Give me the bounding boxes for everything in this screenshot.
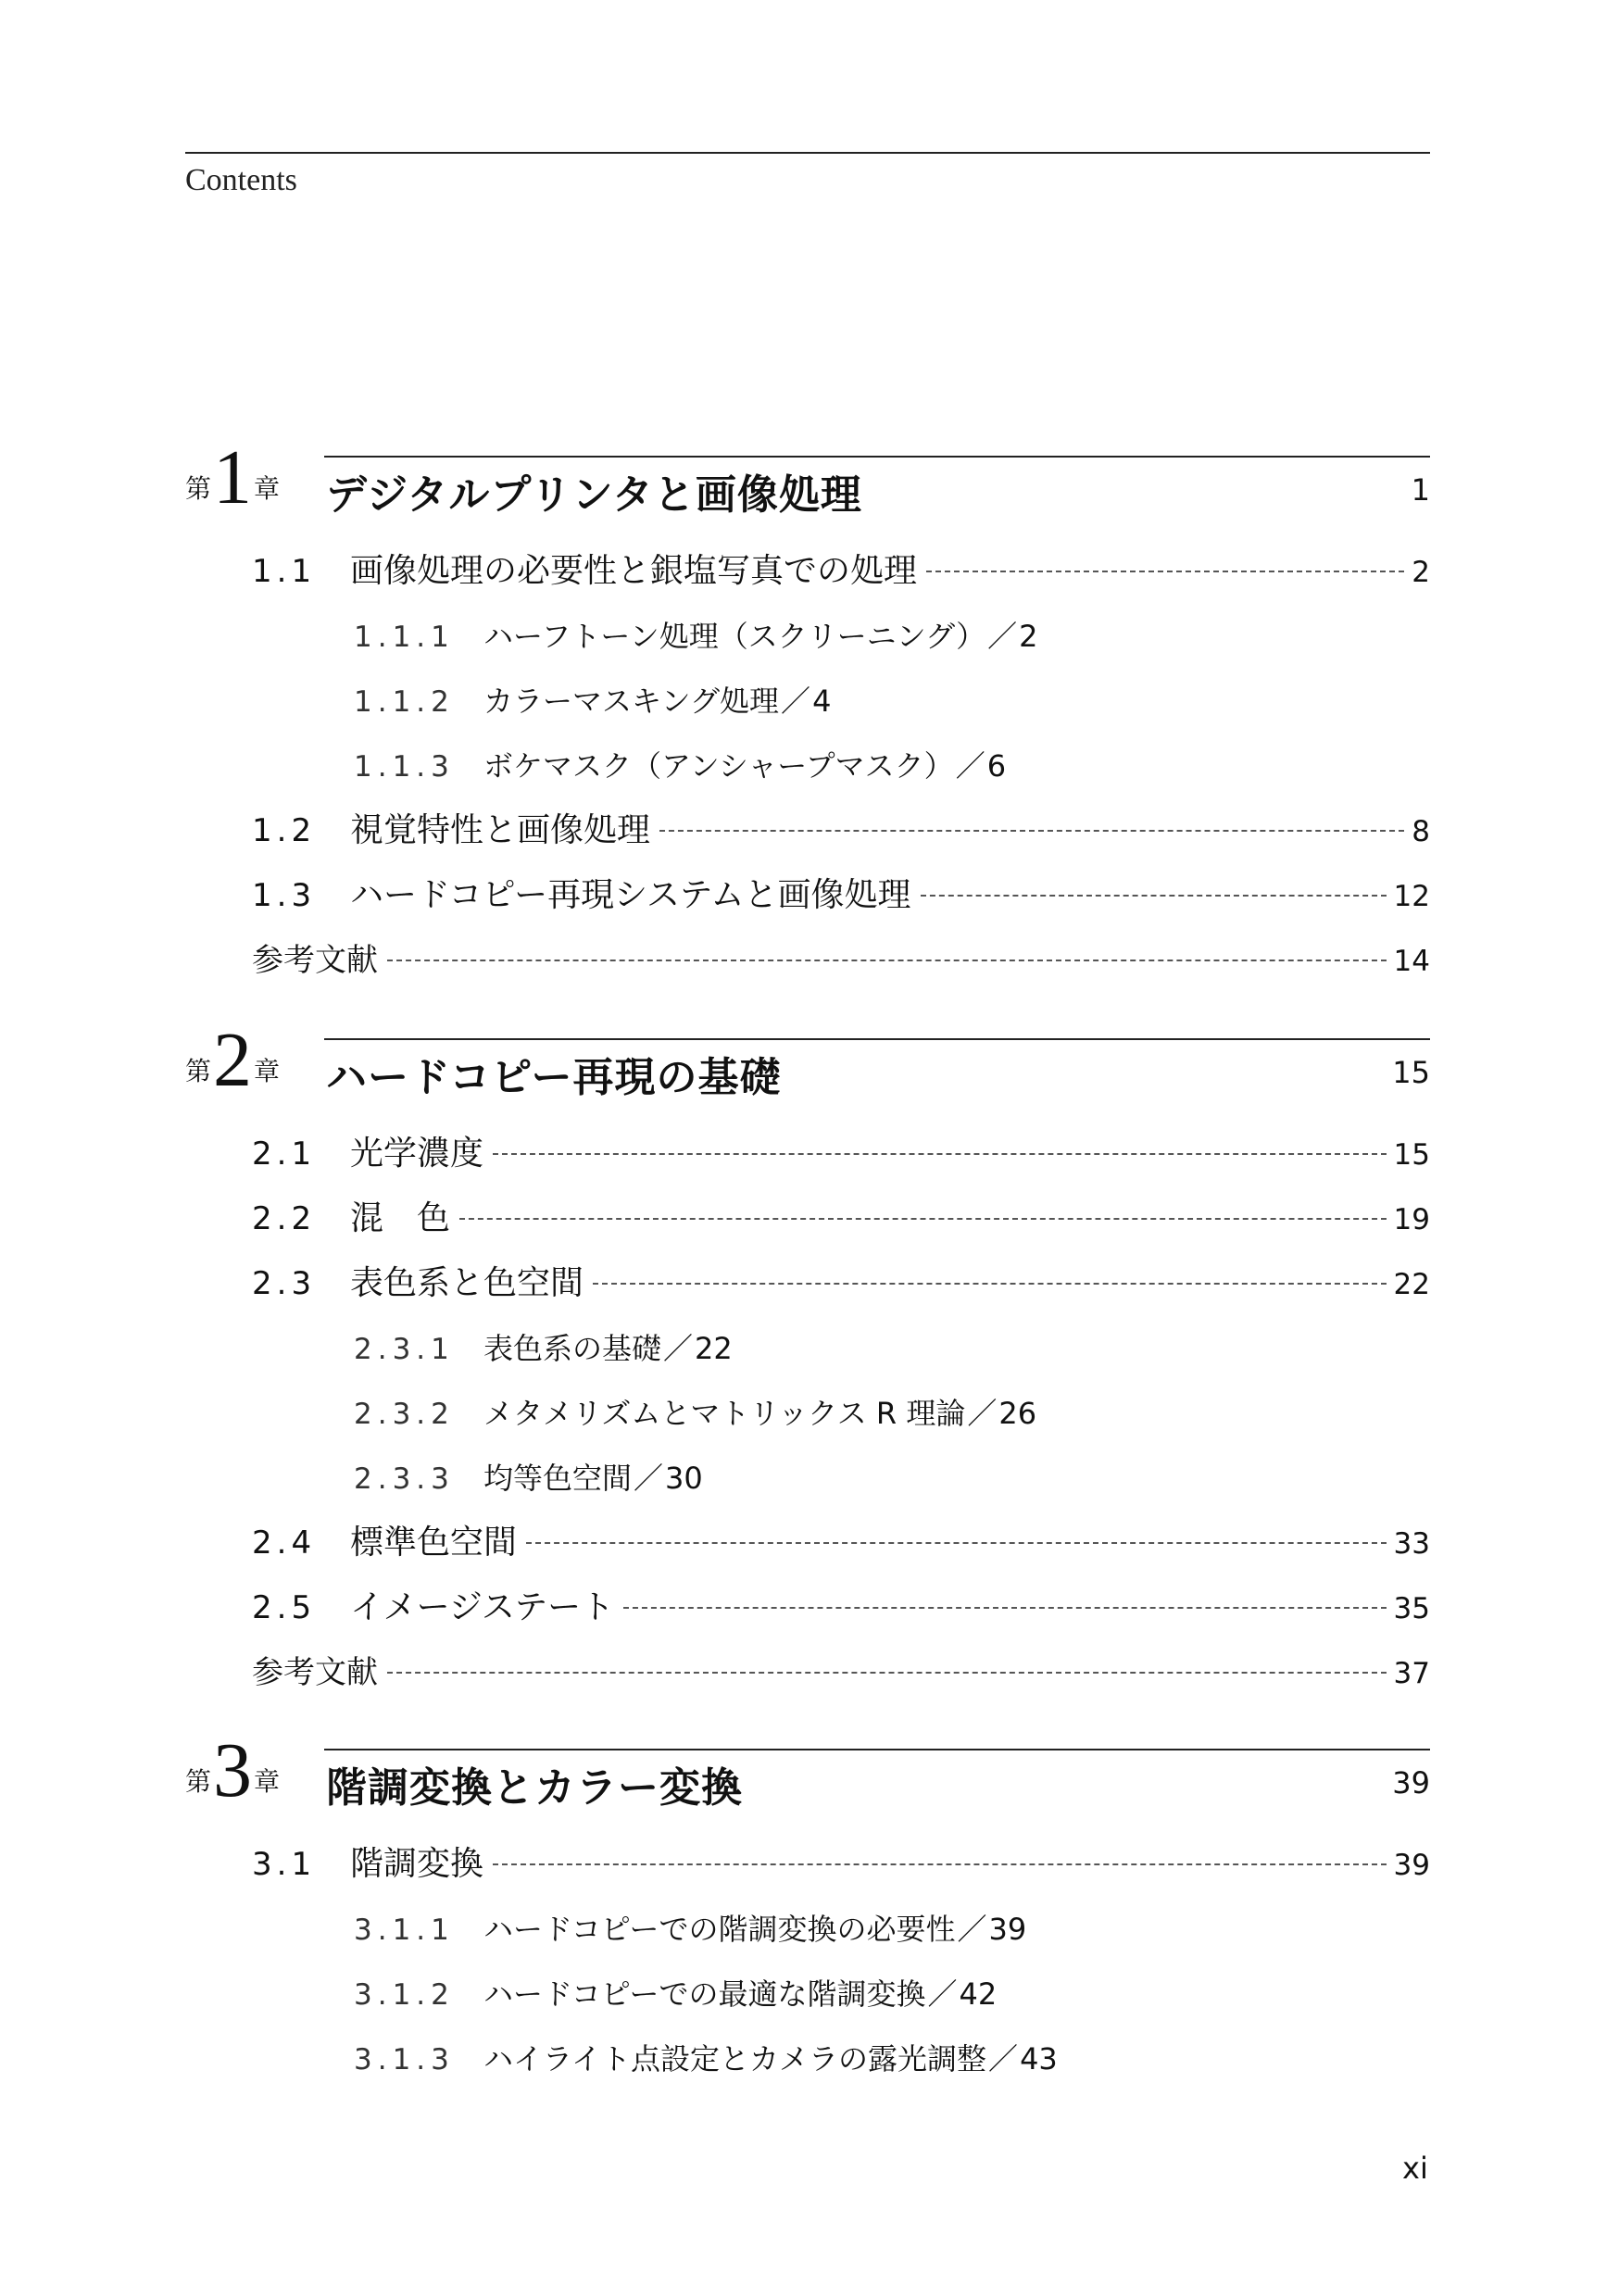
toc-section[interactable]: 1.1 画像処理の必要性と銀塩写真での処理 2: [252, 552, 1430, 590]
dot-leader: [387, 960, 1387, 961]
toc-subsection[interactable]: 3.1.1 ハードコピーでの階調変換の必要性 ／ 39: [354, 1912, 1027, 1947]
toc-references[interactable]: 参考文献 37: [252, 1654, 1430, 1691]
dot-leader: [623, 1607, 1386, 1609]
chapter-rule: [324, 1038, 1430, 1040]
chapter-label: 第3章: [185, 1727, 281, 1813]
toc-section[interactable]: 1.2 視覚特性と画像処理 8: [252, 811, 1430, 849]
toc-subsection[interactable]: 1.1.1 ハーフトーン処理（スクリーニング） ／ 2: [354, 619, 1038, 654]
chapter-page: 15: [1392, 1055, 1430, 1090]
toc-subsection[interactable]: 1.1.3 ボケマスク（アンシャープマスク） ／ 6: [354, 748, 1007, 784]
toc-references[interactable]: 参考文献 14: [252, 942, 1430, 979]
toc-subsection[interactable]: 2.3.1 表色系の基礎 ／ 22: [354, 1331, 733, 1366]
toc-subsection[interactable]: 3.1.2 ハードコピーでの最適な階調変換 ／ 42: [354, 1976, 998, 2012]
toc-section[interactable]: 2.5 イメージステート 35: [252, 1588, 1430, 1626]
chapter-number: 1: [213, 434, 253, 521]
dot-leader: [926, 571, 1404, 572]
chapter-label: 第1章: [185, 434, 281, 521]
dot-leader: [921, 895, 1387, 897]
toc-subsection[interactable]: 2.3.3 均等色空間 ／ 30: [354, 1461, 703, 1496]
dot-leader: [493, 1863, 1387, 1865]
running-head-rule: [185, 152, 1430, 154]
chapter-rule: [324, 1749, 1430, 1750]
toc-section[interactable]: 2.4 標準色空間 33: [252, 1524, 1430, 1562]
chapter-number: 3: [213, 1727, 253, 1813]
toc-section[interactable]: 1.3 ハードコピー再現システムと画像処理 12: [252, 876, 1430, 914]
chapter-1: [185, 434, 1430, 993]
chapter-number: 2: [213, 1017, 253, 1103]
chapter-3: [185, 1727, 1430, 2091]
toc-subsection[interactable]: 2.3.2 メタメリズムとマトリックス R 理論 ／ 26: [354, 1396, 1037, 1431]
chapter-title[interactable]: ハードコピー再現の基礎: [326, 1054, 782, 1101]
chapter-page: 1: [1411, 472, 1430, 508]
page-number: xi: [1402, 2151, 1428, 2186]
chapter-2: [185, 1017, 1430, 1705]
chapter-label: 第2章: [185, 1017, 281, 1103]
chapter-heading: [185, 1017, 1430, 1122]
toc-section[interactable]: 3.1 階調変換 39: [252, 1845, 1430, 1883]
toc-subsection[interactable]: 3.1.3 ハイライト点設定とカメラの露光調整 ／ 43: [354, 2041, 1058, 2076]
toc-subsection[interactable]: 1.1.2 カラーマスキング処理 ／ 4: [354, 684, 832, 719]
chapter-title[interactable]: デジタルプリンタと画像処理: [326, 471, 862, 519]
dot-leader: [493, 1153, 1387, 1155]
chapter-title[interactable]: 階調変換とカラー変換: [326, 1764, 743, 1812]
chapter-rule: [324, 456, 1430, 458]
running-head: Contents: [185, 163, 297, 197]
dot-leader: [526, 1542, 1387, 1544]
dot-leader: [459, 1218, 1387, 1220]
toc-section[interactable]: 2.3 表色系と色空間 22: [252, 1264, 1430, 1302]
chapter-page: 39: [1392, 1765, 1430, 1800]
toc-section[interactable]: 2.2 混 色 19: [252, 1199, 1430, 1237]
chapter-heading: [185, 1727, 1430, 1832]
toc-section[interactable]: 2.1 光学濃度 15: [252, 1135, 1430, 1173]
dot-leader: [593, 1283, 1387, 1285]
dot-leader: [659, 830, 1404, 832]
chapter-heading: [185, 434, 1430, 539]
dot-leader: [387, 1672, 1387, 1674]
